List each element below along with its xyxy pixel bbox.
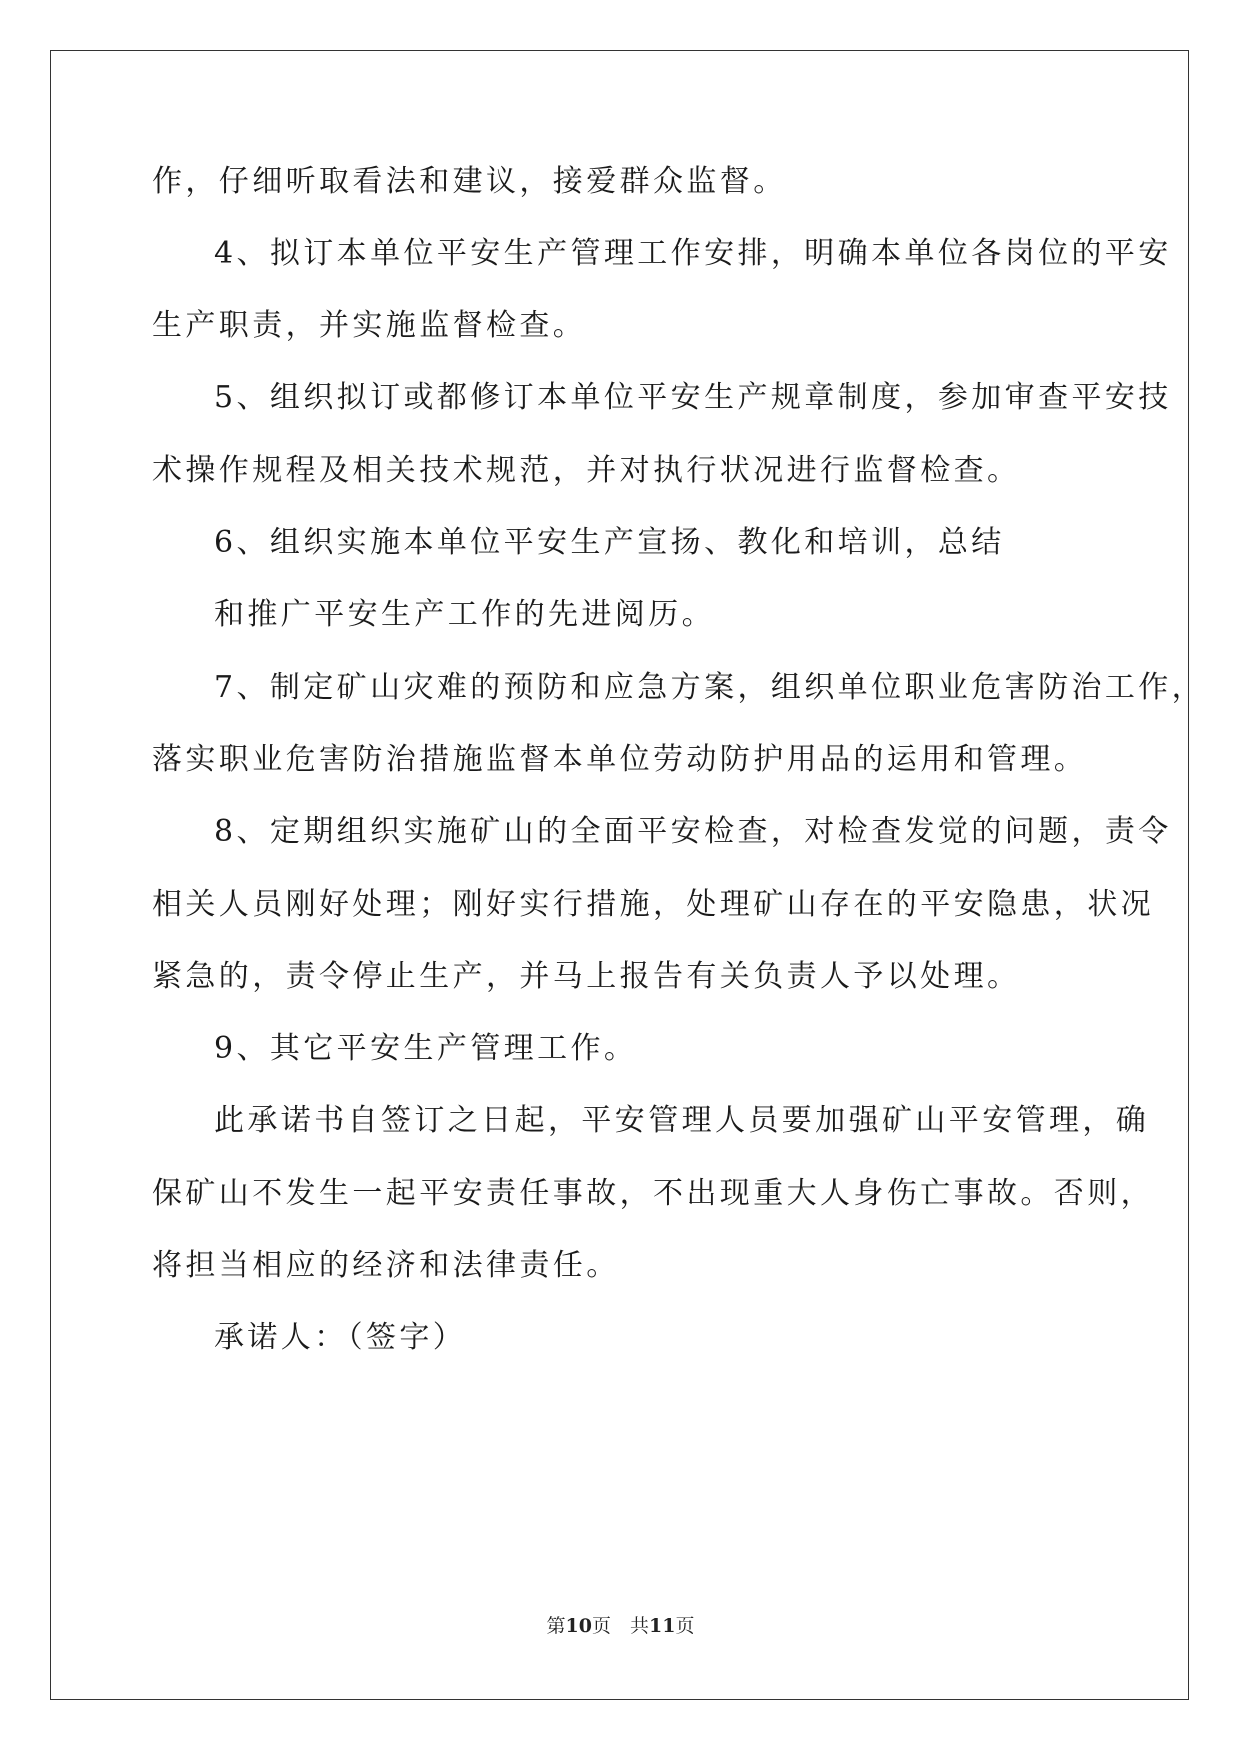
text-line: 相关人员刚好处理；刚好实行措施，处理矿山存在的平安隐患，状况 <box>152 887 1154 922</box>
page-suffix: 页 <box>675 1615 695 1637</box>
text-line: 6、组织实施本单位平安生产宣扬、教化和培训，总结 <box>214 525 1005 560</box>
text-line: 和推广平安生产工作的先进阅历。 <box>214 597 715 632</box>
page-prefix: 第 <box>546 1615 566 1637</box>
text-line: 此承诺书自签订之日起，平安管理人员要加强矿山平安管理，确 <box>214 1103 1150 1138</box>
text-line: 7、制定矿山灾难的预防和应急方案，组织单位职业危害防治工作， <box>214 670 1206 705</box>
page-border <box>50 50 1189 1700</box>
text-line: 5、组织拟订或都修订本单位平安生产规章制度，参加审查平安技 <box>214 380 1172 415</box>
text-line: 9、其它平安生产管理工作。 <box>214 1031 638 1066</box>
text-line: 8、定期组织实施矿山的全面平安检查，对检查发觉的问题，责令 <box>214 814 1172 849</box>
text-line: 将担当相应的经济和法律责任。 <box>152 1248 620 1283</box>
text-line: 保矿山不发生一起平安责任事故，不出现重大人身伤亡事故。否则， <box>152 1176 1154 1211</box>
current-page-number: 10 <box>565 1615 592 1637</box>
text-line: 生产职责，并实施监督检查。 <box>152 308 587 343</box>
text-line: 紧急的，责令停止生产，并马上报告有关负责人予以处理。 <box>152 959 1021 994</box>
page-middle-text: 页 共 <box>591 1615 649 1637</box>
total-page-number: 11 <box>649 1615 676 1637</box>
text-line: 4、拟订本单位平安生产管理工作安排，明确本单位各岗位的平安 <box>214 236 1172 271</box>
text-line: 作，仔细听取看法和建议，接爱群众监督。 <box>152 164 787 199</box>
text-line: 落实职业危害防治措施监督本单位劳动防护用品的运用和管理。 <box>152 742 1088 777</box>
text-line: 承诺人：（签字） <box>214 1320 467 1355</box>
page-footer <box>0 1614 1241 1638</box>
text-line: 术操作规程及相关技术规范，并对执行状况进行监督检查。 <box>152 453 1021 488</box>
